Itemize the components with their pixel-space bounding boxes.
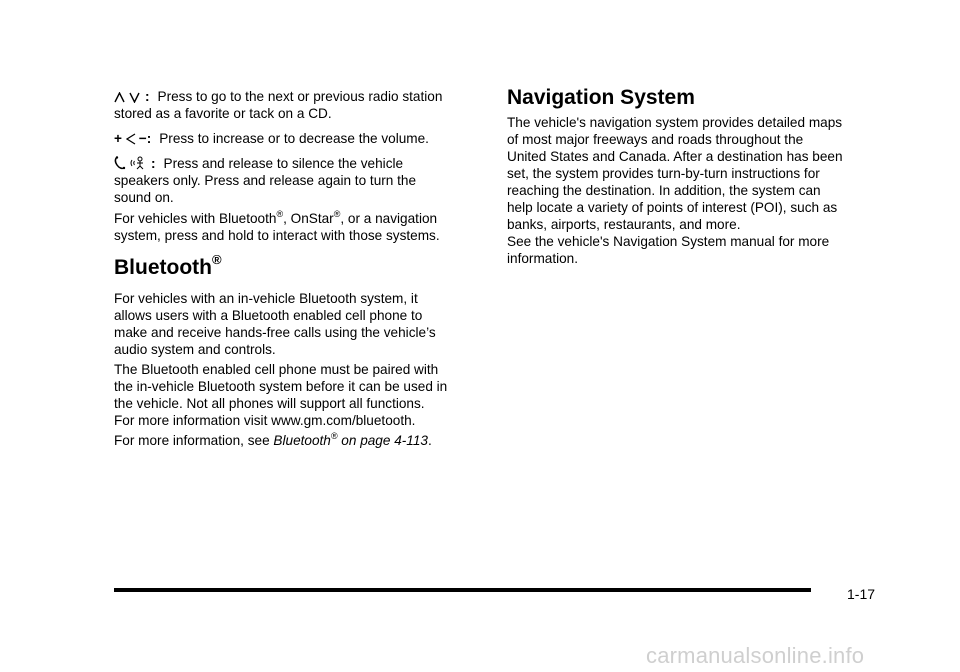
bluetooth-p2-line: The Bluetooth enabled cell phone must be paired with	[114, 362, 439, 377]
bluetooth-p2-line: For more information visit www.gm.com/bluetooth.	[114, 413, 416, 428]
bluetooth-heading	[114, 252, 222, 280]
nav-p1-line: reaching the destination. In addition, the system can	[507, 183, 821, 198]
bluetooth-paragraph-2	[114, 361, 447, 429]
bluetooth-p1-line: make and receive hands-free calls using the vehicle’s	[114, 325, 436, 340]
seek-label-colon: :	[145, 89, 150, 104]
nav-p1-line: The vehicle's navigation system provides detailed maps	[507, 115, 843, 130]
interact-line2: system, press and hold to interact with those systems.	[114, 228, 440, 243]
navigation-heading: Navigation System	[507, 86, 695, 109]
seek-up-icon	[114, 92, 125, 103]
bluetooth-p1-line: audio system and controls.	[114, 342, 276, 357]
seek-paragraph	[114, 88, 442, 122]
bluetooth-paragraph-1	[114, 290, 436, 358]
mute-paragraph	[114, 155, 416, 206]
volume-text: Press to increase or to decrease the volume.	[159, 131, 429, 146]
bluetooth-page-link[interactable]	[273, 433, 428, 448]
interact-paragraph	[114, 210, 440, 244]
interact-part2: , OnStar	[283, 211, 334, 226]
footer-rule	[114, 588, 811, 592]
voice-recognition-icon	[130, 156, 148, 170]
mute-text-line1: Press and release to silence the vehicle	[163, 156, 404, 171]
bluetooth-link-text: Bluetooth	[273, 433, 331, 448]
nav-p1-line: help locate a variety of points of interest (POI), such as	[507, 200, 838, 215]
bluetooth-p2-line: the in-vehicle Bluetooth system before it can be used in	[114, 379, 448, 394]
more-info-suffix: .	[427, 433, 432, 448]
nav-p2-line: See the vehicle's Navigation System manual for more	[507, 234, 830, 249]
volume-paragraph	[114, 130, 429, 147]
nav-p1-line: of most major freeways and roads throughout the	[507, 132, 804, 147]
mute-text-line3: sound on.	[114, 190, 174, 205]
nav-p1-line: United States and Canada. After a destination has been	[507, 149, 843, 164]
volume-plus-label: +	[114, 131, 122, 146]
bluetooth-p1-line: allows users with a Bluetooth enabled cell phone to	[114, 308, 423, 323]
interact-reg1: ®	[276, 209, 284, 219]
volume-icon	[126, 133, 136, 145]
phone-icon	[114, 156, 126, 170]
seek-text-line2: stored as a favorite or tack on a CD.	[114, 106, 332, 121]
volume-colon: :	[146, 131, 152, 146]
bluetooth-heading-text: Bluetooth	[114, 256, 212, 279]
bluetooth-link-reg: ®	[330, 431, 338, 441]
bluetooth-p1-line: For vehicles with an in-vehicle Bluetooth system, it	[114, 291, 418, 306]
mute-label-colon: :	[151, 156, 156, 171]
nav-p1-line: banks, airports, restaurants, and more.	[507, 217, 741, 232]
mute-text-line2: speakers only. Press and release again to turn the	[114, 173, 417, 188]
navigation-paragraph-1	[507, 114, 843, 233]
volume-minus-label: −	[138, 131, 147, 146]
interact-part1: For vehicles with Bluetooth	[114, 211, 277, 226]
more-info-prefix: For more information, see	[114, 433, 274, 448]
interact-reg2: ®	[333, 209, 341, 219]
bluetooth-p2-line: the vehicle. Not all phones will support all functions.	[114, 396, 425, 411]
bluetooth-heading-reg: ®	[211, 252, 222, 267]
seek-text-line1: Press to go to the next or previous radio station	[157, 89, 443, 104]
more-info-paragraph	[114, 432, 432, 449]
page-number: 1-17	[847, 586, 876, 602]
watermark: carmanualsonline.info	[646, 643, 865, 668]
bluetooth-link-page: on page 4-113	[337, 433, 428, 448]
seek-down-icon	[129, 92, 140, 103]
interact-part3: , or a navigation	[340, 211, 438, 226]
nav-p1-line: set, the system provides turn-by-turn instructions for	[507, 166, 820, 181]
nav-p2-line: information.	[507, 251, 579, 266]
navigation-paragraph-2	[507, 233, 829, 267]
